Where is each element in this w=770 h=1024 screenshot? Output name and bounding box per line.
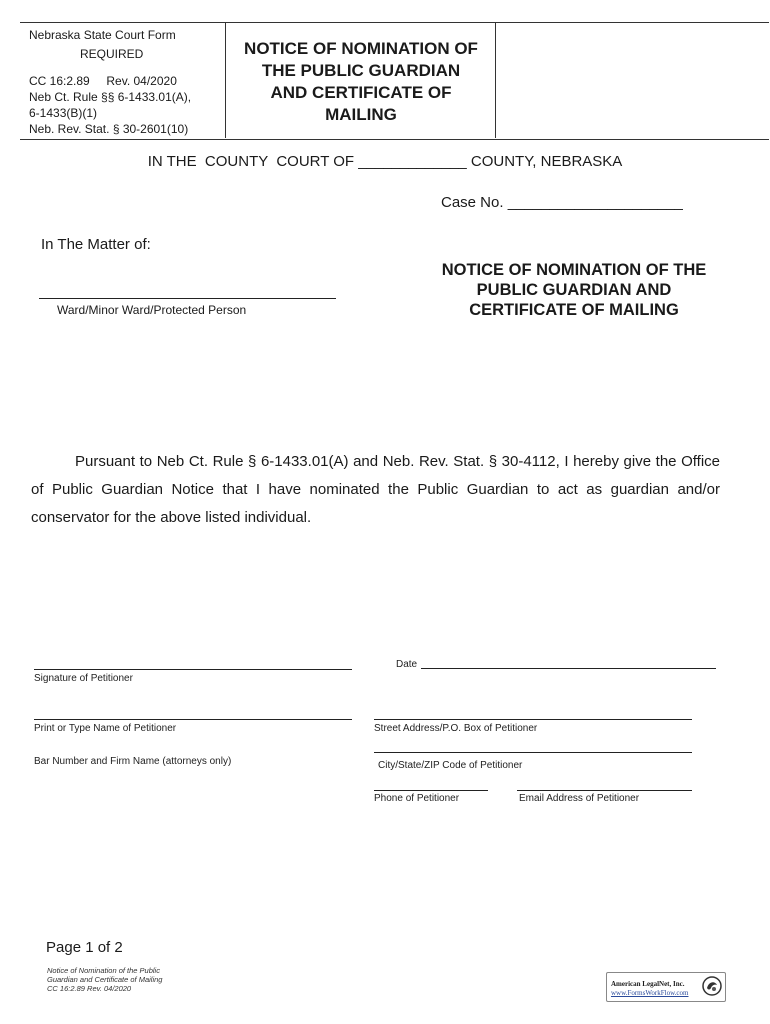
header-title-line: AND CERTIFICATE OF xyxy=(270,83,452,102)
ward-label: Ward/Minor Ward/Protected Person xyxy=(57,303,247,317)
phone-label: Phone of Petitioner xyxy=(374,793,460,804)
matter-label: In The Matter of: xyxy=(41,236,151,253)
rule-line2: 6-1433(B)(1) xyxy=(29,106,98,120)
header-title-line: MAILING xyxy=(325,105,397,124)
footer-note-line: Guardian and Certificate of Mailing xyxy=(47,975,163,984)
page-number: Page 1 of 2 xyxy=(46,939,123,956)
brand-badge xyxy=(606,972,726,1002)
footer-note-line: CC 16:2.89 Rev. 04/2020 xyxy=(47,984,132,993)
court-line: IN THE COUNTY COURT OF _____________ COUNTY, NEBRASKA xyxy=(147,153,623,170)
document-title-line: CERTIFICATE OF MAILING xyxy=(469,301,679,319)
form-line1: Nebraska State Court Form xyxy=(29,28,176,42)
brand-name: American LegalNet, Inc. xyxy=(611,980,685,988)
signature-line[interactable] xyxy=(34,669,352,670)
document-title xyxy=(414,260,734,320)
brand-url[interactable]: www.FormsWorkFlow.com xyxy=(611,989,689,997)
document-title-line: PUBLIC GUARDIAN AND xyxy=(476,281,672,299)
email-label: Email Address of Petitioner xyxy=(519,793,640,804)
print-name-label: Print or Type Name of Petitioner xyxy=(34,723,177,734)
header-title-line: NOTICE OF NOMINATION OF xyxy=(244,39,478,58)
form-code: CC 16:2.89 Rev. 04/2020 xyxy=(29,74,177,88)
rule-line1: Neb Ct. Rule §§ 6-1433.01(A), xyxy=(29,90,192,104)
body-paragraph: Pursuant to Neb Ct. Rule § 6-1433.01(A) and Neb. Rev. Stat. § 30-4112, I hereby give the Office of Public Guardian Notice that I have nominated the Public Guardian to act as guardian and/or conservator for the above listed individual. xyxy=(31,453,720,526)
footer-note xyxy=(47,966,162,993)
print-name-line[interactable] xyxy=(34,719,352,720)
header-divider-right xyxy=(495,22,496,138)
street-label: Street Address/P.O. Box of Petitioner xyxy=(374,723,538,734)
city-label: City/State/ZIP Code of Petitioner xyxy=(378,760,523,771)
document-title-line: NOTICE OF NOMINATION OF THE xyxy=(441,261,707,279)
street-line[interactable] xyxy=(374,719,692,720)
signature-label: Signature of Petitioner xyxy=(34,673,133,684)
email-line[interactable] xyxy=(517,790,692,791)
bar-number-label: Bar Number and Firm Name (attorneys only) xyxy=(34,756,232,767)
date-line[interactable] xyxy=(421,668,716,669)
header-title xyxy=(228,38,494,126)
ward-name-line[interactable] xyxy=(39,298,336,299)
case-number: Case No. _____________________ xyxy=(441,194,683,211)
form-line2: REQUIRED xyxy=(80,47,144,61)
city-line[interactable] xyxy=(374,752,692,753)
brand-logo-icon xyxy=(702,976,722,996)
header-title-line: THE PUBLIC GUARDIAN xyxy=(261,61,461,80)
footer-note-line: Notice of Nomination of the Public xyxy=(47,966,160,975)
header-divider-left xyxy=(225,22,226,138)
date-label: Date xyxy=(396,659,418,670)
phone-line[interactable] xyxy=(374,790,488,791)
rule-line3: Neb. Rev. Stat. § 30-2601(10) xyxy=(29,122,189,136)
